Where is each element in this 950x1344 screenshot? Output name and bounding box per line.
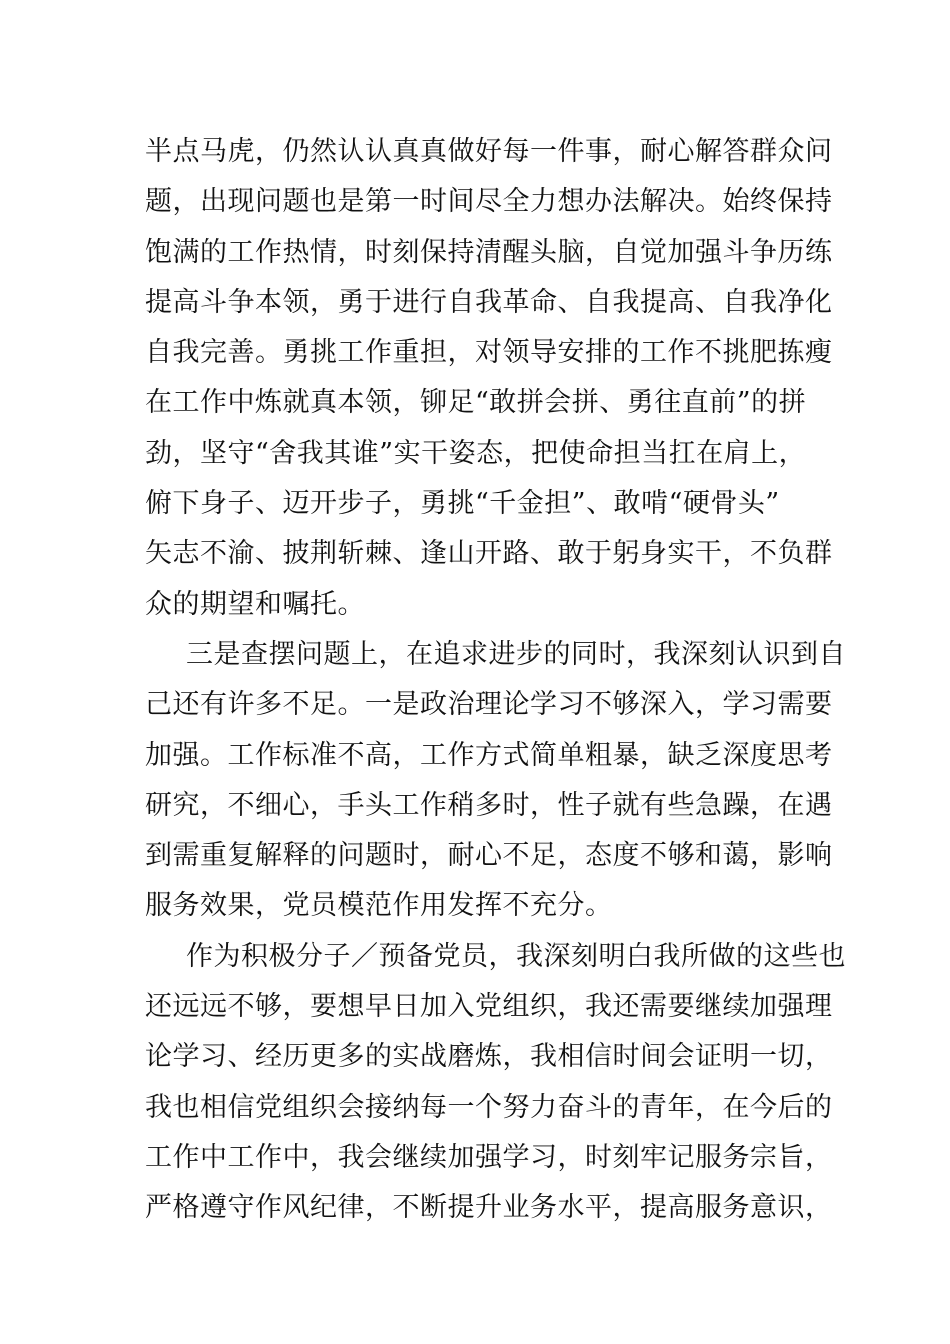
text-line: 己还有许多不足。一是政治理论学习不够深入，学习需要 <box>145 689 833 721</box>
text-line: 提高斗争本领，勇于进行自我革命、自我提高、自我净化 <box>145 286 833 318</box>
text-line: 我也相信党组织会接纳每一个努力奋斗的青年，在今后的 <box>145 1091 833 1123</box>
paragraph-start-line: 作为积极分子／预备党员，我深刻明白我所做的这些也 <box>186 940 846 972</box>
text-line: 工作中工作中，我会继续加强学习，时刻牢记服务宗旨， <box>145 1141 833 1173</box>
text-line: 服务效果，党员模范作用发挥不充分。 <box>145 890 613 922</box>
document-body <box>145 127 846 1234</box>
text-line: 研究，不细心，手头工作稍多时，性子就有些急躁，在遇 <box>145 789 833 821</box>
text-line: 题，出现问题也是第一时间尽全力想办法解决。始终保持 <box>145 186 833 218</box>
text-line: 劲，坚守“舍我其谁”实干姿态，把使命担当扛在肩上， <box>145 437 807 469</box>
text-line: 自我完善。勇挑工作重担，对领导安排的工作不挑肥拣瘦 <box>145 337 833 369</box>
text-line: 论学习、经历更多的实战磨炼，我相信时间会证明一切， <box>145 1041 833 1073</box>
text-line: 在工作中炼就真本领，铆足“敢拼会拼、勇往直前”的拼 <box>145 387 807 419</box>
text-line: 严格遵守作风纪律，不断提升业务水平，提高服务意识， <box>145 1192 833 1224</box>
text-line: 饱满的工作热情，时刻保持清醒头脑，自觉加强斗争历练 <box>145 236 833 268</box>
text-line: 到需重复解释的问题时，耐心不足，态度不够和蔼，影响 <box>145 840 833 872</box>
text-line: 还远远不够，要想早日加入党组织，我还需要继续加强理 <box>145 991 833 1023</box>
text-line: 加强。工作标准不高，工作方式简单粗暴，缺乏深度思考 <box>145 739 833 771</box>
paragraph-start-line: 三是查摆问题上，在追求进步的同时，我深刻认识到自 <box>186 638 846 670</box>
text-line: 矢志不渝、披荆斩棘、逢山开路、敢于躬身实干，不负群 <box>145 538 833 570</box>
text-line: 俯下身子、迈开步子，勇挑“千金担”、敢啃“硬骨头” <box>145 488 780 520</box>
text-line: 半点马虎，仍然认认真真做好每一件事，耐心解答群众问 <box>145 136 833 167</box>
text-line: 众的期望和嘱托。 <box>145 588 365 620</box>
